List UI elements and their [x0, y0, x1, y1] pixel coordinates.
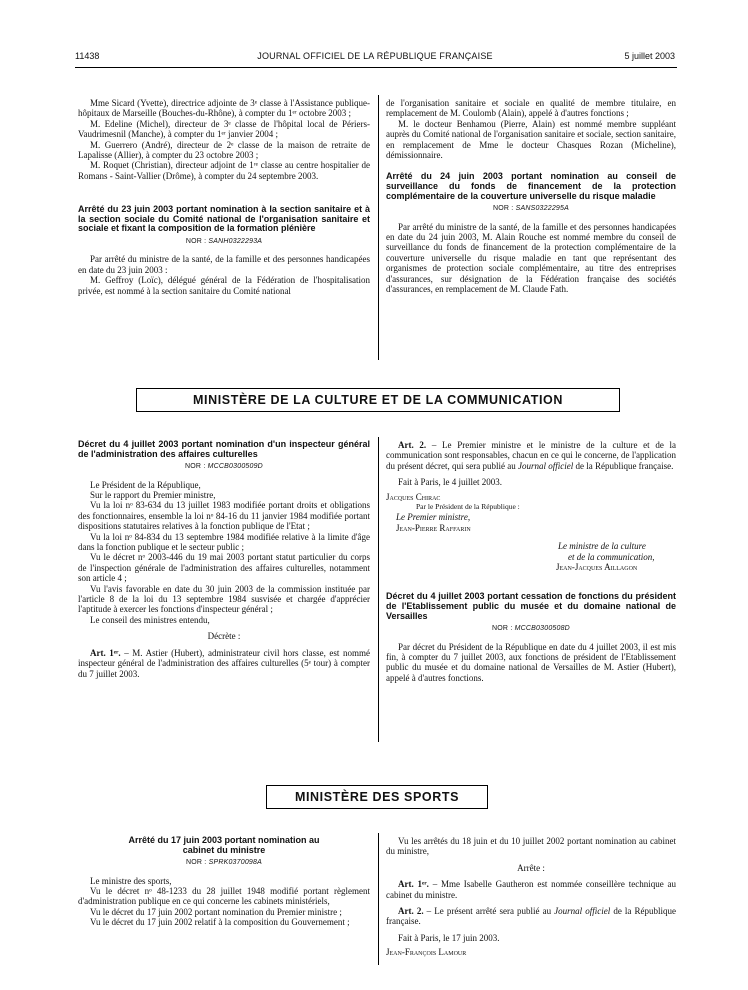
rapport-line: Sur le rapport du Premier ministre,	[90, 490, 216, 500]
vu-decret-48-1233: Vu le décret nᵒ 48-1233 du 28 juillet 1948 modifié portant règlement d'administration publique en ce qui concerne les cabinets ministériels,	[78, 886, 370, 907]
vu-decret-2003-446: Vu le décret nᵒ 2003-446 du 19 mai 2003 portant statut particulier du corps de l'inspection générale de l'administration des affaires culturelles, notamment son article 4 ;	[78, 552, 370, 584]
arrete-23-juin-intro: Par arrêté du ministre de la santé, de la famille et des personnes handicapées en date du 23 juin 2003 :	[78, 254, 370, 275]
arrete-24-juin-nor: NOR : SANS0322295A	[493, 205, 569, 213]
nomination-roquet: M. Roquet (Christian), directeur adjoint de 1ʳᵉ classe au centre hospitalier de Romans - Saint-Vallier (Drôme), à compter du 24 septembre 2003.	[78, 160, 370, 181]
vu-avis: Vu l'avis favorable en date du 30 juin 2003 de la commission instituée par l'article 8 de la loi du 13 septembre 1984 susvisée et chargée d'apprécier l'aptitude à exercer les fonctions d'inspecteur général ;	[78, 583, 370, 615]
ministre-culture-title-1: Le ministre de la culture	[558, 541, 646, 552]
arrete-23-juin-nor: NOR : SANH0322293A	[185, 238, 263, 246]
signer-chirac: Jacques Chirac	[386, 491, 441, 502]
conseil-line: Le conseil des ministres entendu,	[90, 614, 210, 625]
cabinet-article-2: Art. 2. – Le présent arrêté sera publié au Journal officiel de la République française.	[386, 906, 676, 927]
arrete-cabinet-title: Arrêté du 17 juin 2003 portant nomination au cabinet du ministre	[128, 835, 320, 855]
arrete-24-juin-text: Par arrêté du ministre de la santé, de la famille et des personnes handicapées en date du 24 juin 2003, M. Alain Rouche est nommé membre du conseil de surveillance du fonds de financement de la protection complémentaire de la couverture universelle du risque maladie en tant que représentant des organismes de protection sociale complémentaire, au titre des entreprises d'assurances, sur désignation de la Fédération française des sociétés d'assurances, en remplacement de M. Claude Fath.	[386, 221, 676, 295]
nomination-guerrero: M. Guerrero (André), directeur de 2ᵉ classe de la maison de retraite de Lapalisse (Allier), à compter du 23 octobre 2003 ;	[78, 139, 370, 161]
arrete-23-juin-geffroy: M. Geffroy (Loïc), délégué général de la Fédération de l'hospitalisation privée, est nommé à la section sanitaire du Comité national	[78, 275, 370, 296]
decret-cessation-title: Décret du 4 juillet 2003 portant cessation de fonctions du président de l'Etablissement public du musée et du domaine national de Versailles	[386, 591, 676, 621]
decret-inspecteur-title: Décret du 4 juillet 2003 portant nomination d'un inspecteur général de l'administration des affaires culturelles	[78, 439, 370, 459]
president-line: Le Président de la République,	[90, 479, 201, 490]
ministry-sports-heading: MINISTÈRE DES SPORTS	[266, 785, 488, 809]
arrete-cabinet-nor: NOR : SPRK0370098A	[186, 859, 262, 867]
ministry-culture-heading: MINISTÈRE DE LA CULTURE ET DE LA COMMUNICATION	[136, 388, 620, 412]
middle-column-divider	[378, 437, 379, 742]
nomination-edeline: M. Edeline (Michel), directeur de 3ᵉ classe de l'hôpital local de Périers-Vaudrimesnil (Manche), à compter du 1ᵉʳ janvier 2004 ;	[78, 118, 370, 140]
ministre-culture-title-2: et de la communication,	[568, 551, 655, 562]
bottom-right-column	[386, 836, 676, 958]
vu-loi-84-834: Vu la loi nᵒ 84-834 du 13 septembre 1984 modifiée relative à la limite d'âge dans la fonction publique et le secteur public ;	[78, 531, 370, 553]
page-header	[75, 51, 675, 65]
decret-cessation-nor: NOR : MCCB0300508D	[492, 625, 570, 633]
middle-right-column	[386, 440, 676, 683]
journal-title: JOURNAL OFFICIEL DE LA RÉPUBLIQUE FRANÇAISE	[257, 51, 493, 61]
ministre-culture-name: Jean-Jacques Aillagon	[556, 562, 638, 573]
cabinet-article-1: Art. 1ᵉʳ. – Mme Isabelle Gautheron est nommée conseillère technique au cabinet du ministre.	[386, 879, 676, 900]
top-left-column	[78, 98, 370, 296]
top-column-divider	[378, 95, 379, 360]
header-rule	[75, 67, 677, 68]
vu-decret-premier-ministre: Vu le décret du 17 juin 2002 portant nomination du Premier ministre ;	[90, 906, 342, 917]
nomination-sicard: Mme Sicard (Yvette), directrice adjointe de 3ᵉ classe à l'Assistance publique-hôpitaux de Marseille (Bouches-du-Rhône), à compter du 1ᵉʳ octobre 2003 ;	[78, 98, 370, 119]
issue-date: 5 juillet 2003	[624, 51, 675, 61]
bottom-column-divider	[378, 833, 379, 965]
vu-loi-83-634: Vu la loi nᵒ 83-634 du 13 juillet 1983 modifiée portant droits et obligations des fonctionnaires, ensemble la loi nᵒ 84-16 du 11 janvier 1984 modifiée portant dispositions statutaires relatives à la fonction publique de l'Etat ;	[78, 500, 370, 532]
nomination-benhamou: M. le docteur Benhamou (Pierre, Alain) est nommé membre suppléant auprès du Comité national de l'organisation sanitaire et sociale, section sanitaire, en remplacement de Mme le docteur Chasques Rozan (Micheline), démissionnaire.	[386, 118, 676, 161]
premier-ministre-title: Le Premier ministre,	[396, 512, 471, 523]
vu-arretes-2002: Vu les arrêtés du 18 juin et du 10 juillet 2002 portant nomination au cabinet du ministre,	[386, 836, 676, 857]
signer-lamour: Jean-François Lamour	[386, 947, 467, 958]
arrete-23-juin-title: Arrêté du 23 juin 2003 portant nomination à la section sanitaire et à la section sociale du Comité national de l'organisation sanitaire et sociale et fixant la composition de la formation plénière	[78, 204, 370, 234]
ministre-sports-line: Le ministre des sports,	[90, 875, 172, 886]
vu-decret-gouvernement: Vu le décret du 17 juin 2002 relatif à la composition du Gouvernement ;	[90, 917, 350, 928]
arrete-24-juin-title: Arrêté du 24 juin 2003 portant nomination au conseil de surveillance du fonds de financement de la protection complémentaire de la couverture universelle du risque maladie	[386, 171, 676, 201]
decret-inspecteur-nor: NOR : MCCB0300509D	[185, 463, 263, 471]
decret-cessation-text: Par décret du Président de la République en date du 4 juillet 2003, il est mis fin, à compter du 7 juillet 2003, aux fonctions de président de l'Etablissement public du musée et du domaine national de Versailles de M. Astier (Hubert), appelé à d'autres fonctions.	[386, 641, 676, 683]
middle-left-column	[78, 440, 370, 679]
cabinet-fait-a-paris: Fait à Paris, le 17 juin 2003.	[398, 932, 500, 943]
par-le-president: Par le Président de la République :	[416, 502, 520, 512]
decrete-line: Décrète :	[207, 631, 241, 642]
arrete-line: Arrête :	[517, 862, 545, 873]
article-2: Art. 2. – Le Premier ministre et le ministre de la culture et de la communication sont responsables, chacun en ce qui le concerne, de l'application du présent décret, qui sera publié au Journal officiel de la République française.	[386, 440, 676, 471]
top-right-column	[386, 98, 676, 294]
article-1: Art. 1ᵉʳ. – M. Astier (Hubert), administrateur civil hors classe, est nommé inspecteur général de l'administration des affaires culturelles (5ᵉ tour) à compter du 7 juillet 2003.	[78, 647, 370, 679]
bottom-left-column	[78, 836, 370, 928]
premier-ministre-name: Jean-Pierre Raffarin	[396, 522, 471, 533]
page-number: 11438	[75, 51, 100, 61]
geffroy-continued: de l'organisation sanitaire et sociale en qualité de membre titulaire, en remplacement de M. Coulomb (Alain), appelé à d'autres fonctions ;	[386, 98, 676, 119]
fait-a-paris: Fait à Paris, le 4 juillet 2003.	[398, 477, 502, 488]
